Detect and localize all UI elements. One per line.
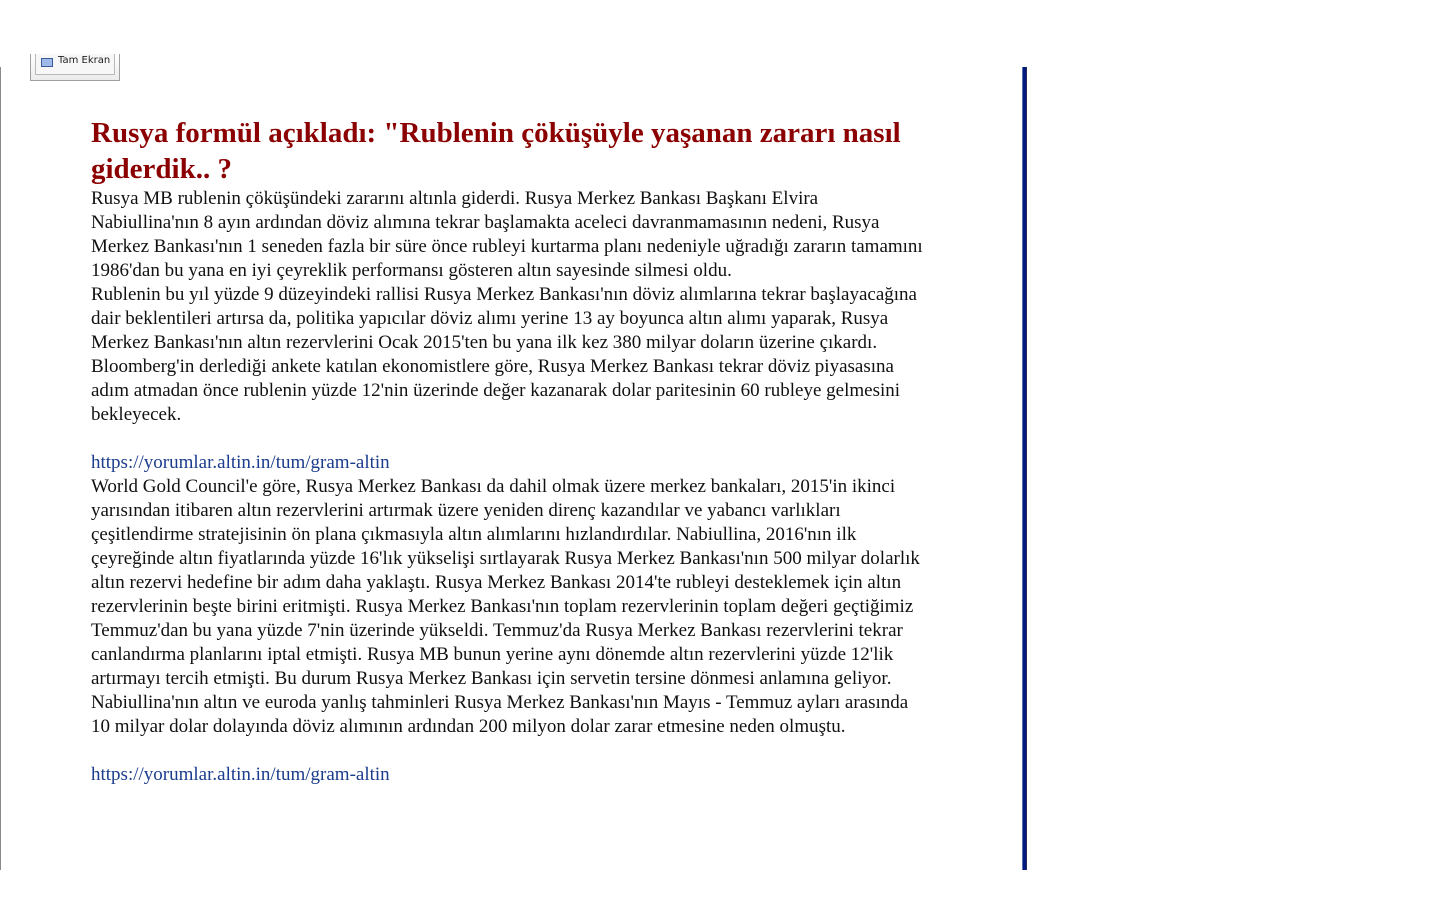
paragraph-spacer bbox=[91, 427, 926, 451]
fullscreen-button[interactable] bbox=[30, 54, 120, 81]
gram-altin-link-1[interactable]: https://yorumlar.altin.in/tum/gram-altin bbox=[91, 452, 390, 473]
paragraph-spacer bbox=[91, 739, 926, 763]
article-paragraph-3: World Gold Council'e göre, Rusya Merkez Bankası da dahil olmak üzere merkez bankaları, 2015'in ikinci yarısından itibaren altın rezervlerini artırmak üzere yeniden direnç kazandılar ve yabancı varlıkları çeşitlendirme stratejisinin ön plana çıkmasıyla altın alımlarını hızlandırdılar. Nabiullina, 2016'nın ilk çeyreğinde altın fiyatlarında yüzde 16'lık yükselişi sırtlayarak Rusya Merkez Bankası'nın 500 milyar dolarlık altın rezervi hedefine bir adım daha yaklaştı. Rusya Merkez Bankası 2014'te rubleyi desteklemek için altın rezervlerinin beşte birini eritmişti. Rusya Merkez Bankası'nın toplam rezervlerinin toplam değeri geçtiğimiz Temmuz'dan bu yana yüzde 7'nin üzerinde yükseldi. Temmuz'da Rusya Merkez Bankası rezervlerini tekrar canlandırma planlarını iptal etmişti. Rusya MB bunun yerine aynı dönemde altın rezervlerini yüzde 12'lik artırmayı tercih etmişti. Bu durum Rusya Merkez Bankası için servetin tersine dönmesi anlamına geliyor. Nabiullina'nın altın ve euroda yanlış tahminleri Rusya Merkez Bankası'nın Mayıs - Temmuz ayları arasında 10 milyar dolar dolayında döviz alımının ardından 200 milyon dolar zarar etmesine neden olmuştu. bbox=[91, 476, 920, 737]
content-left-border bbox=[0, 67, 1, 870]
article bbox=[91, 115, 926, 787]
article-title: Rusya formül açıkladı: "Rublenin çöküşüyle yaşanan zararı nasıl giderdik.. ? bbox=[91, 117, 901, 185]
article-paragraph-2: Rublenin bu yıl yüzde 9 düzeyindeki rallisi Rusya Merkez Bankası'nın döviz alımlarına tekrar başlayacağına dair beklentileri artırsa da, politika yapıcılar döviz alımı yerine 13 ay boyunca altın alımı yaparak, Rusya Merkez Bankası'nın altın rezervlerini Ocak 2015'ten bu yana ilk kez 380 milyar doların üzerine çıkardı. Bloomberg'in derlediği ankete katılan ekonomistlere göre, Rusya Merkez Bankası tekrar döviz piyasasına adım atmadan önce rublenin yüzde 12'nin üzerinde değer kazanarak dolar paritesinin 60 rubleye gelmesini bekleyecek. bbox=[91, 284, 917, 425]
window-icon bbox=[41, 58, 53, 67]
fullscreen-button-face[interactable] bbox=[35, 54, 115, 75]
article-paragraph-1: Rusya MB rublenin çöküşündeki zararını altınla giderdi. Rusya Merkez Bankası Başkanı Elvira Nabiullina'nın 8 ayın ardından döviz alımına tekrar başlamakta aceleci davranmamasının nedeni, Rusya Merkez Bankası'nın 1 seneden fazla bir süre önce rubleyi kurtarma planı nedeniyle uğradığı zararın tamamını 1986'dan bu yana en iyi çeyreklik performansı gösteren altın sayesinde silmesi oldu. bbox=[91, 188, 923, 281]
column-divider bbox=[1022, 67, 1027, 870]
fullscreen-label: Tam Ekran bbox=[58, 55, 111, 66]
gram-altin-link-2[interactable]: https://yorumlar.altin.in/tum/gram-altin bbox=[91, 764, 390, 785]
